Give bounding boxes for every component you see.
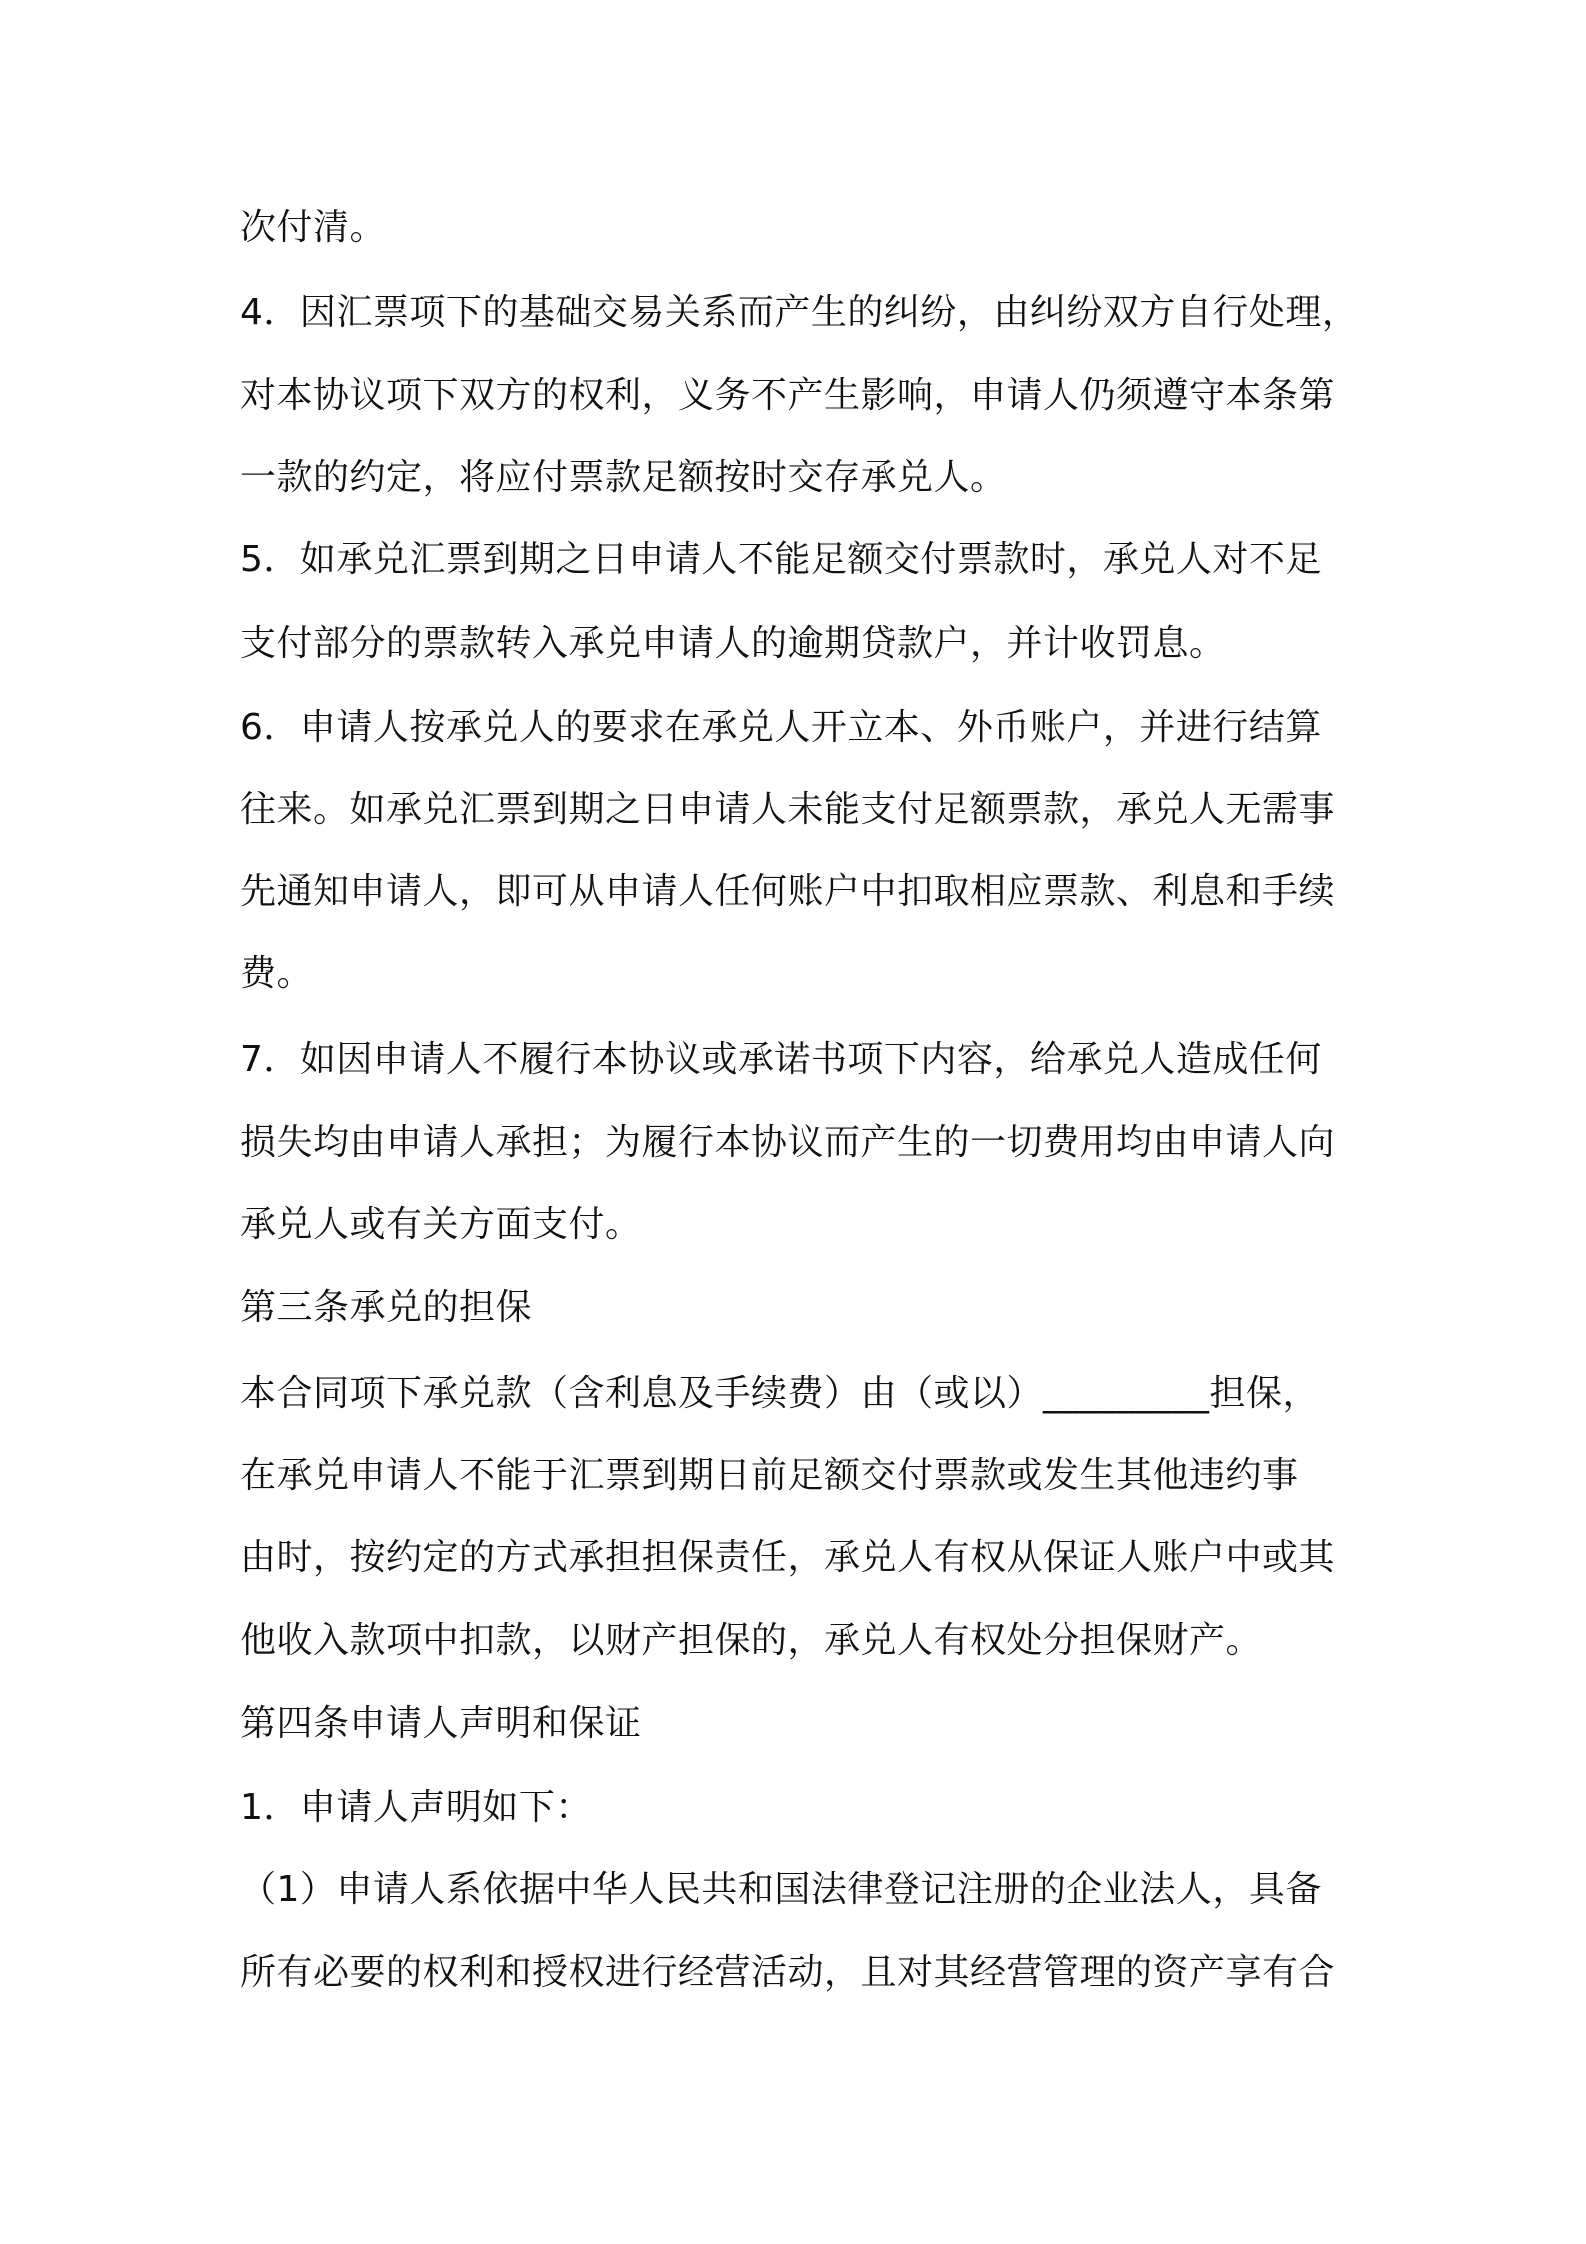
text-line: 往来。如承兑汇票到期之日申请人未能支付足额票款，承兑人无需事	[240, 789, 1336, 830]
text-line: 先通知申请人，即可从申请人任何账户中扣取相应票款、利息和手续	[240, 871, 1336, 912]
text-line: 7．如因申请人不履行本协议或承诺书项下内容，给承兑人造成任何	[240, 1039, 1322, 1080]
section-heading: 第三条承兑的担保	[240, 1287, 533, 1328]
text-line: 1．申请人声明如下：	[240, 1787, 592, 1828]
text-line: 由时，按约定的方式承担担保责任，承兑人有权从保证人账户中或其	[240, 1537, 1336, 1578]
text-line: 6．申请人按承兑人的要求在承兑人开立本、外币账户，并进行结算	[240, 707, 1322, 748]
text-line: 损失均由申请人承担；为履行本协议而产生的一切费用均由申请人向	[240, 1122, 1336, 1163]
text-line: 所有必要的权利和授权进行经营活动，且对其经营管理的资产享有合	[240, 1952, 1336, 1993]
text-line: 他收入款项中扣款，以财产担保的，承兑人有权处分担保财产。	[240, 1620, 1263, 1661]
text-line: 支付部分的票款转入承兑申请人的逾期贷款户，并计收罚息。	[240, 623, 1226, 664]
text-line: 在承兑申请人不能于汇票到期日前足额交付票款或发生其他违约事	[240, 1455, 1299, 1496]
section-heading: 第四条申请人声明和保证	[240, 1703, 642, 1744]
text-line: 4．因汇票项下的基础交易关系而产生的纠纷，由纠纷双方自行处理，	[240, 292, 1359, 333]
text-line: 承兑人或有关方面支付。	[240, 1204, 642, 1245]
text-line: 本合同项下承兑款（含利息及手续费）由（或以）_________担保，	[240, 1373, 1320, 1414]
text-line: 费。	[240, 953, 314, 994]
text-line: 一款的约定，将应付票款足额按时交存承兑人。	[240, 457, 1007, 498]
text-line: 次付清。	[240, 207, 387, 248]
text-line: 5．如承兑汇票到期之日申请人不能足额交付票款时，承兑人对不足	[240, 539, 1322, 580]
text-line: （1）申请人系依据中华人民共和国法律登记注册的企业法人，具备	[240, 1869, 1322, 1910]
text-line: 对本协议项下双方的权利，义务不产生影响，申请人仍须遵守本条第	[240, 375, 1336, 416]
